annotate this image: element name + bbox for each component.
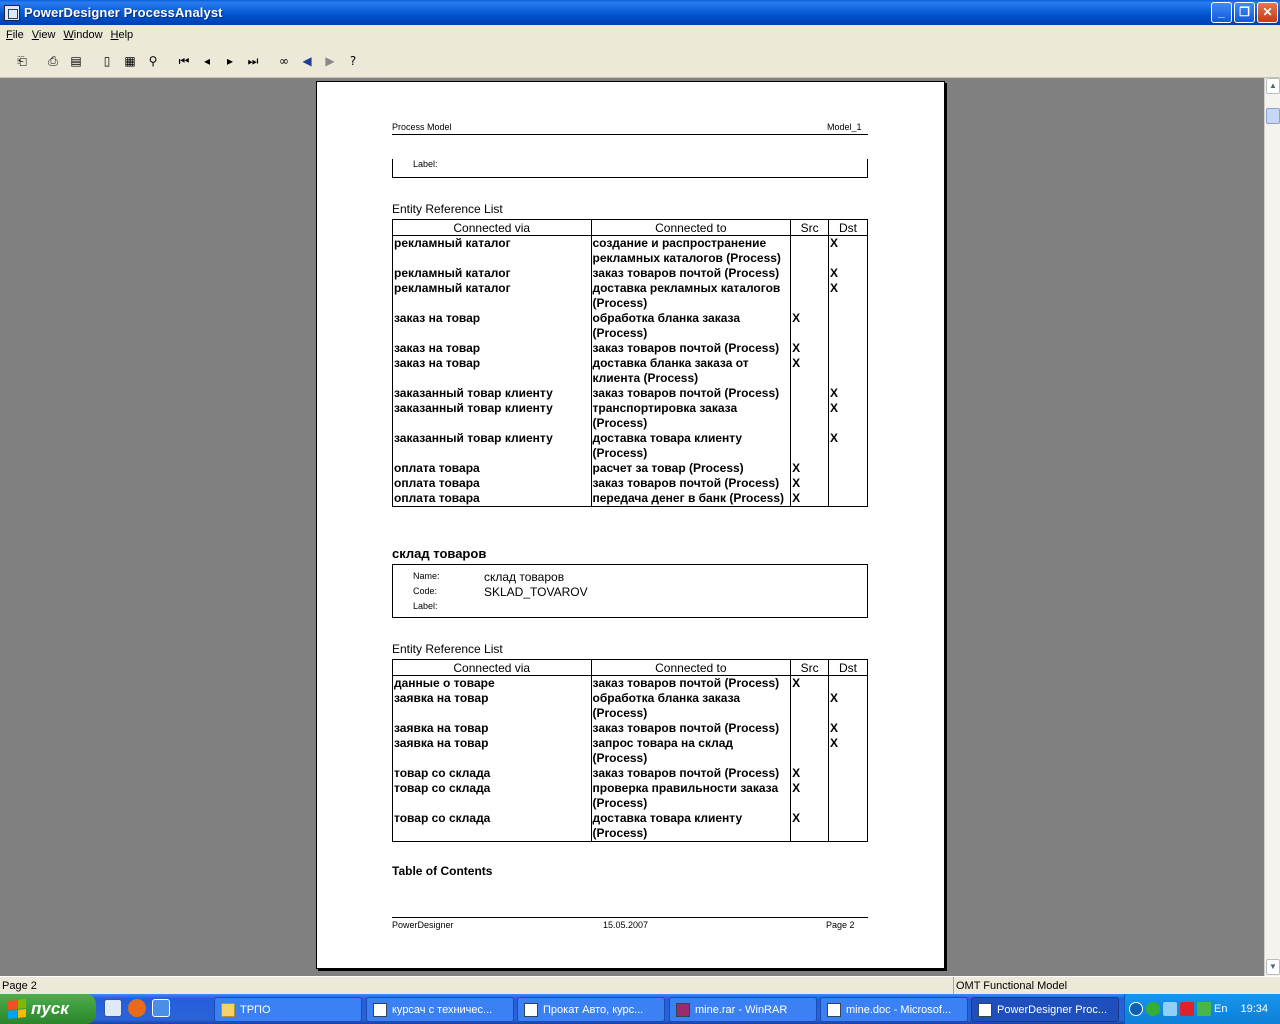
cell-via: заказанный товар клиенту	[393, 431, 592, 461]
task-word-doc-3[interactable]: mine.doc - Microsof...	[820, 997, 968, 1022]
language-indicator[interactable]: En	[1214, 1003, 1228, 1015]
word-doc-icon	[524, 1003, 538, 1017]
toolbar	[0, 45, 1280, 78]
cell-src: X	[791, 311, 829, 341]
entity-reference-table-2	[392, 659, 868, 842]
table-row	[393, 341, 868, 356]
menu-bar	[0, 25, 1280, 45]
help-icon[interactable]: ?	[349, 54, 357, 68]
cell-src: X	[791, 491, 829, 507]
cell-dst	[829, 476, 868, 491]
object-properties-box	[392, 564, 868, 618]
cell-via: рекламный каталог	[393, 236, 592, 267]
cell-src	[791, 236, 829, 267]
task-word-doc-2[interactable]: Прокат Авто, курс...	[517, 997, 665, 1022]
cell-to: доставка бланка заказа от клиента (Process)	[591, 356, 791, 386]
cell-via: заказ на товар	[393, 356, 592, 386]
table-row	[393, 691, 868, 721]
clock: 19:34	[1240, 1003, 1268, 1015]
cell-src: X	[791, 476, 829, 491]
winrar-icon	[676, 1003, 690, 1017]
last-page-icon[interactable]: ⏭	[247, 53, 259, 68]
vertical-scrollbar[interactable]	[1264, 78, 1280, 976]
table-row	[393, 431, 868, 461]
print-icon[interactable]: ⎙	[48, 53, 58, 68]
internet-explorer-icon[interactable]	[152, 999, 170, 1017]
cell-via: рекламный каталог	[393, 266, 592, 281]
forward-icon[interactable]: ▶	[325, 54, 335, 68]
prev-page-icon[interactable]: ◂	[203, 54, 211, 68]
name-key: Name:	[413, 571, 440, 581]
task-powerdesigner[interactable]: PowerDesigner Proc...	[971, 997, 1119, 1022]
page-header-right: Model_1	[827, 122, 862, 132]
previous-object-box	[392, 159, 868, 178]
footer-page-number: Page 2	[826, 920, 855, 930]
cell-via: заявка на товар	[393, 721, 592, 736]
table-row	[393, 461, 868, 476]
code-key: Code:	[413, 586, 438, 596]
cell-via: заказ на товар	[393, 311, 592, 341]
cell-to: передача денег в банк (Process)	[591, 491, 791, 507]
entity-reference-table-1	[392, 219, 868, 507]
firefox-icon[interactable]	[128, 999, 146, 1017]
close-button[interactable]	[1257, 2, 1278, 23]
cell-dst: X	[829, 386, 868, 401]
table-row	[393, 766, 868, 781]
cell-dst: X	[829, 736, 868, 766]
cell-to: заказ товаров почтой (Process)	[591, 766, 791, 781]
cell-dst	[829, 311, 868, 341]
cell-src	[791, 281, 829, 311]
show-desktop-icon[interactable]	[104, 999, 122, 1017]
app-icon	[4, 5, 20, 21]
close-preview-icon[interactable]: ⎗	[17, 53, 27, 68]
cell-src: X	[791, 461, 829, 476]
window-title: PowerDesigner ProcessAnalyst	[24, 5, 223, 20]
cell-src	[791, 431, 829, 461]
tray-monitor-icon[interactable]	[1163, 1002, 1177, 1016]
table-row	[393, 811, 868, 842]
tray-signal-icon[interactable]	[1197, 1002, 1211, 1016]
col-connected-to: Connected to	[591, 220, 791, 236]
cell-src	[791, 386, 829, 401]
col-connected-via: Connected via	[393, 660, 592, 676]
cell-src	[791, 401, 829, 431]
table-row	[393, 491, 868, 507]
cell-src	[791, 691, 829, 721]
footer-date: 15.05.2007	[603, 920, 649, 930]
scroll-up-icon[interactable]: ▲	[1266, 78, 1280, 94]
col-src: Src	[791, 220, 829, 236]
cell-to: заказ товаров почтой (Process)	[591, 266, 791, 281]
cell-via: оплата товара	[393, 476, 592, 491]
cell-src	[791, 736, 829, 766]
cell-dst	[829, 341, 868, 356]
col-connected-via: Connected via	[393, 220, 592, 236]
cell-dst: X	[829, 281, 868, 311]
cell-dst: X	[829, 721, 868, 736]
col-src: Src	[791, 660, 829, 676]
start-button[interactable]	[0, 994, 96, 1024]
status-bar	[0, 976, 1280, 994]
minimize-icon: _	[1218, 5, 1225, 19]
entity-reference-title-1: Entity Reference List	[392, 202, 503, 216]
close-icon: ✕	[1262, 5, 1273, 19]
cell-to: запрос товара на склад (Process)	[591, 736, 791, 766]
word-doc-icon	[827, 1003, 841, 1017]
taskbar	[0, 994, 1280, 1024]
table-row	[393, 736, 868, 766]
status-page: Page 2	[2, 980, 37, 992]
cell-src: X	[791, 676, 829, 692]
footer-left: PowerDesigner	[392, 920, 454, 930]
cell-to: создание и распространение рекламных каталогов (Process)	[591, 236, 791, 267]
next-page-icon[interactable]: ▸	[226, 54, 234, 68]
cell-via: заказанный товар клиенту	[393, 386, 592, 401]
cell-dst	[829, 766, 868, 781]
start-label: пуск	[31, 999, 69, 1018]
back-icon[interactable]: ◀	[302, 54, 312, 68]
cell-to: доставка товара клиенту (Process)	[591, 431, 791, 461]
cell-to: проверка правильности заказа (Process)	[591, 781, 791, 811]
table-row	[393, 676, 868, 692]
task-word-doc-1[interactable]: курсач с техничес...	[366, 997, 514, 1022]
cell-dst: X	[829, 431, 868, 461]
col-dst: Dst	[829, 220, 868, 236]
cell-dst	[829, 461, 868, 476]
cell-dst: X	[829, 691, 868, 721]
table-row	[393, 311, 868, 341]
cell-via: товар со склада	[393, 811, 592, 842]
table-row	[393, 781, 868, 811]
powerdesigner-icon	[978, 1003, 992, 1017]
tray-network-icon[interactable]	[1146, 1002, 1160, 1016]
cell-to: доставка товара клиенту (Process)	[591, 811, 791, 842]
cell-via: рекламный каталог	[393, 281, 592, 311]
cell-via: заявка на товар	[393, 691, 592, 721]
scroll-down-icon[interactable]: ▼	[1266, 959, 1280, 975]
scroll-thumb[interactable]	[1266, 108, 1280, 124]
page-header-left: Process Model	[392, 122, 452, 132]
cell-src: X	[791, 356, 829, 386]
cell-to: заказ товаров почтой (Process)	[591, 676, 791, 692]
label-key: Label:	[413, 159, 438, 169]
multi-page-icon[interactable]: ▦	[124, 54, 136, 68]
cell-src	[791, 266, 829, 281]
system-tray	[1124, 994, 1280, 1024]
entity-reference-title-2: Entity Reference List	[392, 642, 503, 656]
cell-dst: X	[829, 266, 868, 281]
cell-to: заказ товаров почтой (Process)	[591, 476, 791, 491]
name-value: склад товаров	[484, 570, 565, 584]
restore-icon: ❐	[1239, 5, 1250, 19]
cell-src: X	[791, 766, 829, 781]
cell-to: заказ товаров почтой (Process)	[591, 341, 791, 356]
tray-expand-icon[interactable]	[1129, 1002, 1143, 1016]
cell-to: обработка бланка заказа (Process)	[591, 311, 791, 341]
col-dst: Dst	[829, 660, 868, 676]
cell-via: заявка на товар	[393, 736, 592, 766]
cell-to: доставка рекламных каталогов (Process)	[591, 281, 791, 311]
table-row	[393, 386, 868, 401]
cell-to: расчет за товар (Process)	[591, 461, 791, 476]
task-trpo[interactable]: ТРПО	[214, 997, 362, 1022]
menu-file[interactable]: File	[6, 29, 24, 41]
cell-dst: X	[829, 401, 868, 431]
cell-src	[791, 721, 829, 736]
cell-dst: X	[829, 236, 868, 267]
cell-src: X	[791, 781, 829, 811]
cell-dst	[829, 811, 868, 842]
cell-to: заказ товаров почтой (Process)	[591, 721, 791, 736]
table-row	[393, 266, 868, 281]
task-winrar[interactable]: mine.rar - WinRAR	[669, 997, 817, 1022]
table-row	[393, 281, 868, 311]
menu-help[interactable]: Help	[110, 29, 134, 41]
report-page	[316, 81, 945, 969]
tray-antivirus-icon[interactable]	[1180, 1002, 1194, 1016]
zoom-icon[interactable]: ⚲	[148, 54, 158, 68]
cell-via: данные о товаре	[393, 676, 592, 692]
code-value: SKLAD_TOVAROV	[484, 585, 588, 599]
find-icon[interactable]: ∞	[279, 54, 289, 68]
menu-view[interactable]: View	[31, 29, 56, 41]
menu-window[interactable]: Window	[63, 29, 103, 41]
table-row	[393, 236, 868, 267]
cell-via: товар со склада	[393, 766, 592, 781]
cell-via: заказ на товар	[393, 341, 592, 356]
table-row	[393, 356, 868, 386]
maximize-button[interactable]	[1234, 2, 1255, 23]
table-row	[393, 401, 868, 431]
cell-to: транспортировка заказа (Process)	[591, 401, 791, 431]
cell-dst	[829, 676, 868, 692]
title-bar	[0, 0, 1280, 25]
windows-logo-icon	[8, 999, 26, 1019]
cell-via: оплата товара	[393, 461, 592, 476]
print-setup-icon[interactable]: ▤	[70, 54, 82, 68]
first-page-icon[interactable]: ⏮	[178, 53, 190, 68]
cell-to: заказ товаров почтой (Process)	[591, 386, 791, 401]
cell-src: X	[791, 811, 829, 842]
col-connected-to: Connected to	[591, 660, 791, 676]
folder-icon	[221, 1003, 235, 1017]
single-page-icon[interactable]: ▯	[103, 54, 111, 68]
cell-dst	[829, 491, 868, 507]
table-of-contents-title: Table of Contents	[392, 864, 493, 878]
table-row	[393, 721, 868, 736]
table-row	[393, 476, 868, 491]
cell-dst	[829, 356, 868, 386]
cell-via: товар со склада	[393, 781, 592, 811]
cell-via: заказанный товар клиенту	[393, 401, 592, 431]
object-title: склад товаров	[392, 546, 487, 561]
cell-to: обработка бланка заказа (Process)	[591, 691, 791, 721]
quick-launch	[104, 999, 170, 1017]
cell-dst	[829, 781, 868, 811]
minimize-button[interactable]	[1211, 2, 1232, 23]
cell-src: X	[791, 341, 829, 356]
label-key-2: Label:	[413, 601, 438, 611]
word-doc-icon	[373, 1003, 387, 1017]
cell-via: оплата товара	[393, 491, 592, 507]
status-model-type: OMT Functional Model	[953, 977, 1280, 995]
